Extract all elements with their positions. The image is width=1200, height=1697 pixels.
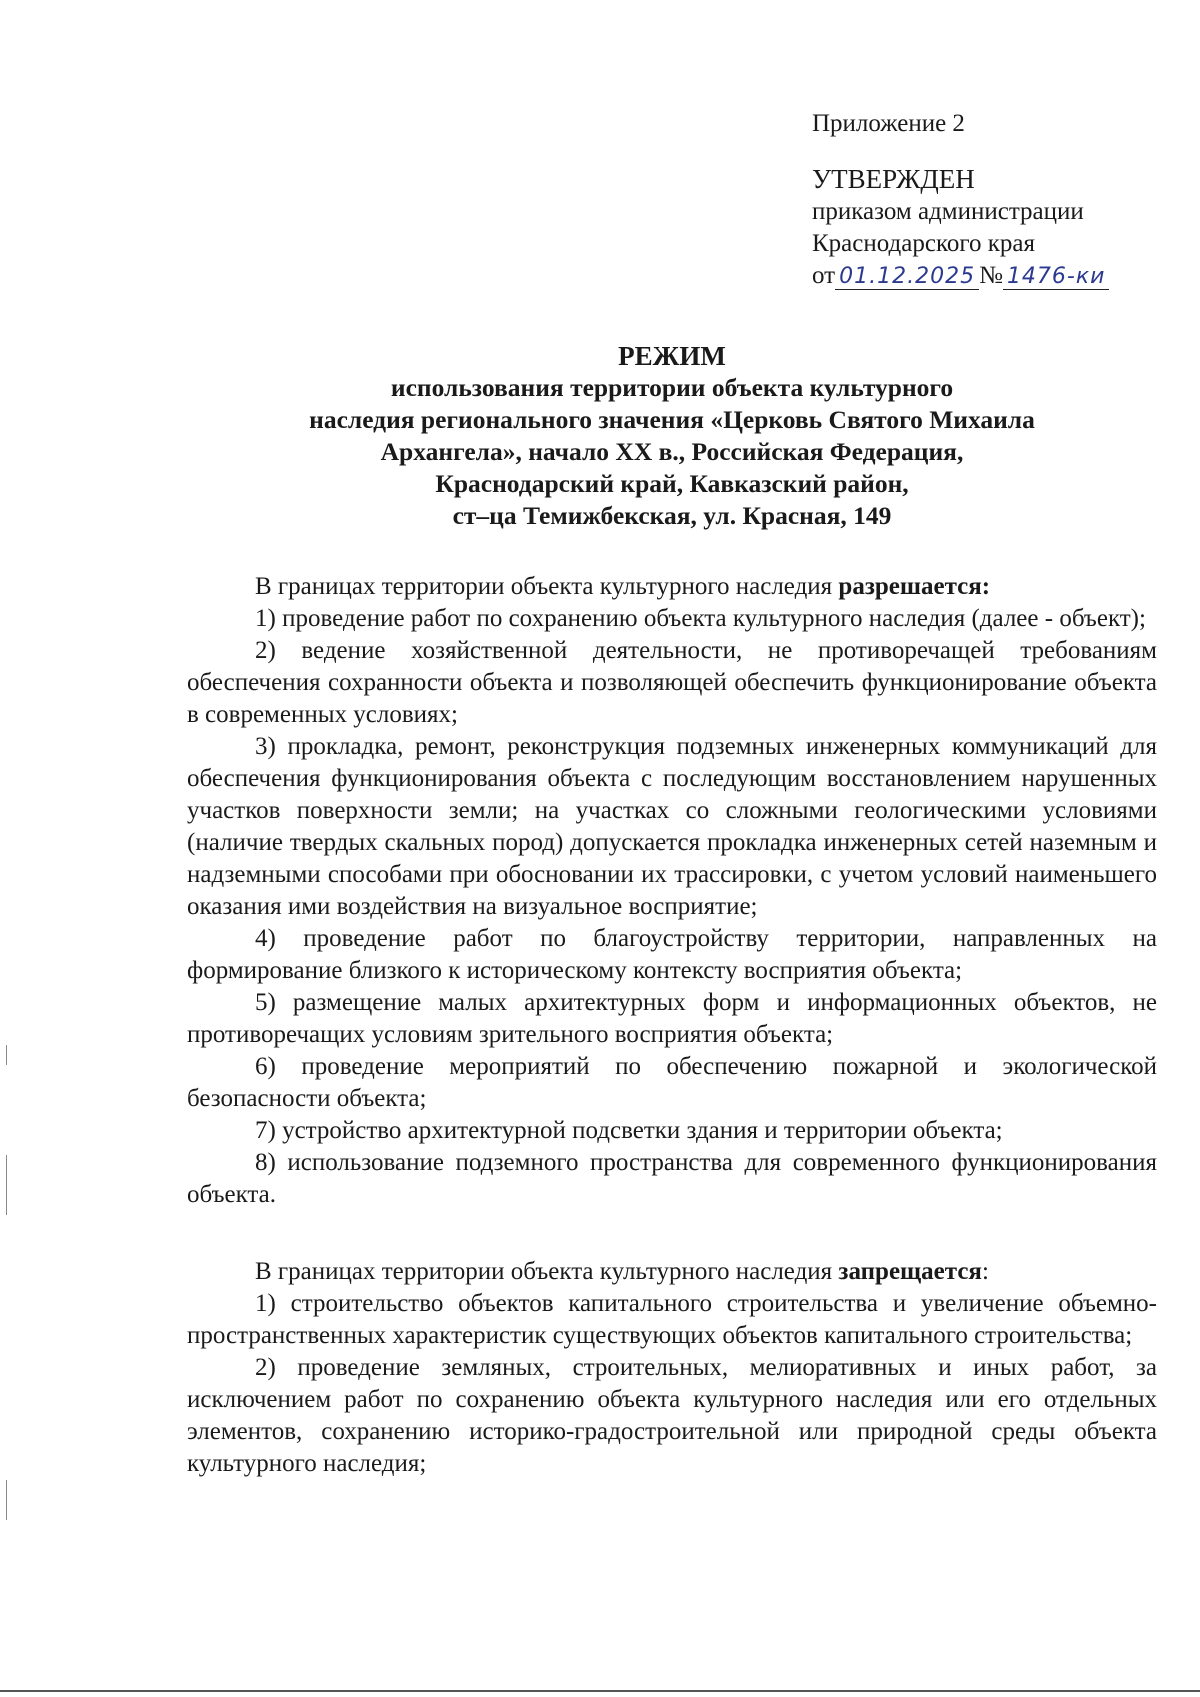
allowed-item-2: 2) ведение хозяйственной деятельности, не противоречащей требованиям обеспечения сохранности объекта и позволяющей обеспечить функционирование объекта в современных условиях; — [187, 637, 1157, 728]
approval-block — [812, 108, 1172, 293]
forbidden-item-2: 2) проведение земляных, строительных, мелиоративных и иных работ, за исключением работ по сохранению объекта культурного наследия или его отдельных элементов, сохранению историко-градостроительной или природной среды объекта культурного наследия; — [187, 1354, 1157, 1477]
appendix-label: Приложение 2 — [812, 110, 965, 137]
forbidden-intro — [187, 1256, 1157, 1288]
allowed-intro-bold: разрешается: — [838, 573, 991, 600]
document-title — [187, 340, 1157, 532]
approved-label: УТВЕРЖДЕН — [812, 164, 975, 194]
title-main: РЕЖИМ — [618, 341, 726, 371]
allowed-item-4: 4) проведение работ по благоустройству территории, направленных на формирование близкого к историческому контексту восприятия объекта; — [187, 925, 1157, 984]
forbidden-item-1: 1) строительство объектов капитального строительства и увеличение объемно-пространственных характеристик существующих объектов капитального строительства; — [187, 1290, 1157, 1349]
handwritten-date: 01.12.2025 — [835, 264, 979, 290]
title-line-1: использования территории объекта культурного — [390, 373, 954, 402]
approval-date-line — [812, 260, 1172, 293]
title-line-3: Архангела», начало XX в., Российская Федерация, — [380, 437, 964, 466]
scan-artifact — [6, 1045, 7, 1065]
approval-line-2: Краснодарского края — [812, 230, 1035, 257]
allowed-item-7: 7) устройство архитектурной подсветки здания и территории объекта; — [255, 1117, 1003, 1144]
allowed-item-6: 6) проведение мероприятий по обеспечению пожарной и экологической безопасности объекта; — [187, 1053, 1157, 1112]
title-line-4: Краснодарский край, Кавказский район, — [435, 469, 909, 498]
forbidden-intro-bold: запрещается — [838, 1258, 982, 1285]
scan-artifact — [6, 1155, 7, 1215]
title-line-5: ст–ца Темижбекская, ул. Красная, 149 — [452, 501, 892, 530]
handwritten-number: 1476-ки — [1003, 264, 1110, 290]
allowed-item-8: 8) использование подземного пространства для современного функционирования объекта. — [187, 1149, 1157, 1208]
title-line-2: наследия регионального значения «Церковь Святого Михаила — [309, 405, 1035, 434]
scan-artifact — [6, 1480, 7, 1520]
document-body — [187, 571, 1157, 1480]
allowed-intro — [187, 571, 1157, 603]
allowed-intro-text: В границах территории объекта культурного наследия — [255, 573, 839, 600]
page-bottom-edge — [0, 1690, 1200, 1692]
number-prefix: № — [979, 262, 1003, 289]
forbidden-intro-text: В границах территории объекта культурного наследия — [255, 1258, 839, 1285]
approval-line-1: приказом администрации — [812, 198, 1084, 225]
allowed-item-1: 1) проведение работ по сохранению объекта культурного наследия (далее - объект); — [255, 605, 1146, 632]
allowed-item-3: 3) прокладка, ремонт, реконструкция подземных инженерных коммуникаций для обеспечения функционирования объекта с последующим восстановлением нарушенных участков поверхности земли; на участках со сложными геологическими условиями (наличие твердых скальных пород) допускается прокладка инженерных сетей наземным и надземными способами при обосновании их трассировки, с учетом условий наименьшего оказания ими воздействия на визуальное восприятие; — [187, 733, 1157, 920]
allowed-item-5: 5) размещение малых архитектурных форм и информационных объектов, не противоречащих условиям зрительного восприятия объекта; — [187, 989, 1157, 1048]
from-prefix: от — [812, 262, 836, 289]
section-gap — [187, 1211, 1157, 1256]
forbidden-intro-tail: : — [981, 1258, 989, 1285]
